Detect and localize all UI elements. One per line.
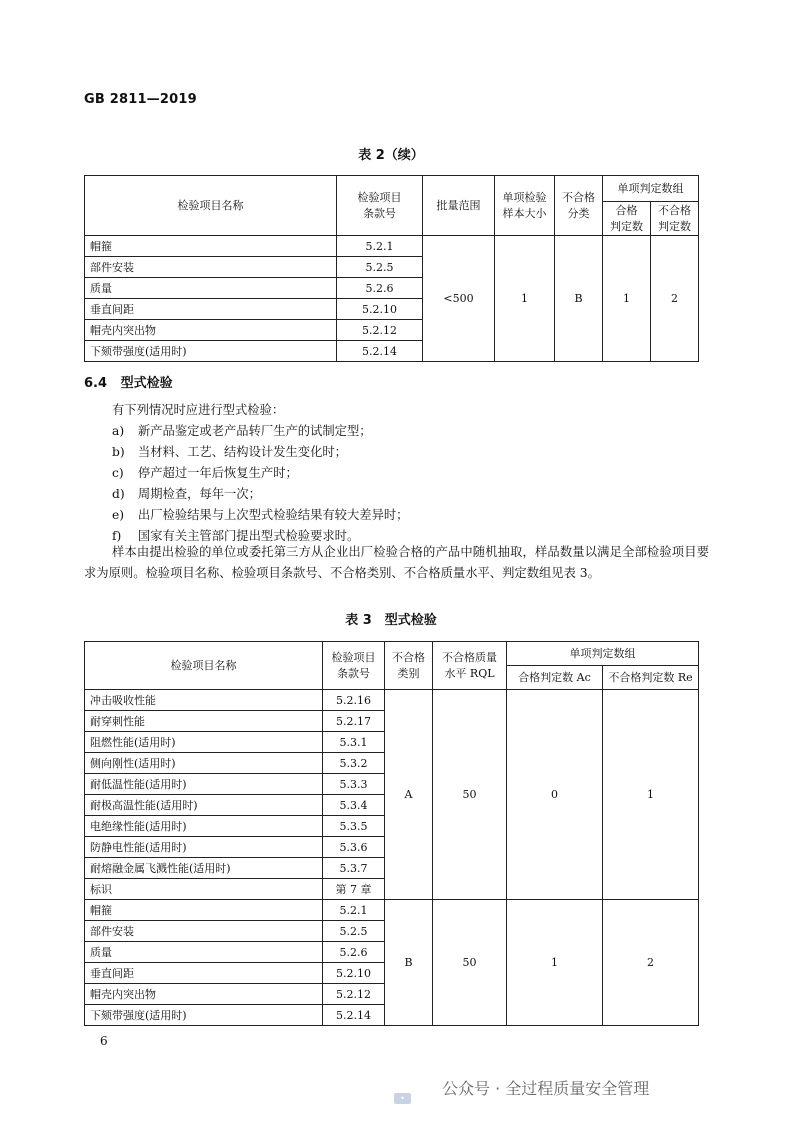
t2-header-batch: 批量范围 (423, 176, 495, 236)
t3-re-b: 2 (603, 900, 699, 1026)
t3-row-name: 帽壳内突出物 (85, 984, 323, 1005)
list-item: d) 周期检查，每年一次； (112, 487, 261, 501)
t2-row-clause: 5.2.14 (337, 341, 423, 362)
t3-row-clause: 5.2.14 (323, 1005, 385, 1026)
section-number: 6.4 (84, 376, 108, 391)
list-item: f) 国家有关主管部门提出型式检验要求时。 (112, 529, 360, 543)
t3-re-a: 1 (603, 690, 699, 900)
t2-sample-value: 1 (495, 236, 555, 362)
table-3 (84, 641, 699, 1026)
table-2 (84, 175, 699, 362)
t3-row-clause: 5.3.6 (323, 837, 385, 858)
t3-row-name: 防静电性能(适用时) (85, 837, 323, 858)
t3-row-clause: 5.2.10 (323, 963, 385, 984)
t3-row-name: 侧向刚性(适用时) (85, 753, 323, 774)
t2-row-name: 质量 (85, 278, 337, 299)
t2-header-group: 单项判定数组 (603, 176, 699, 202)
t3-row-name: 标识 (85, 879, 323, 900)
t3-header-rql: 不合格质量 水平 RQL (433, 642, 507, 690)
conditions-list (112, 421, 712, 547)
list-item: a) 新产品鉴定或老产品转厂生产的试制定型； (112, 424, 372, 438)
t3-header-class: 不合格 类别 (385, 642, 433, 690)
body-paragraph: 样本由提出检验的单位或委托第三方从企业出厂检验合格的产品中随机抽取，样品数量以满足全部检验项目要求为原则。检验项目名称、检验项目条款号、不合格类别、不合格质量水平、判定数组见表 3。 (84, 545, 709, 580)
table-row (85, 236, 699, 257)
t3-row-clause: 5.3.1 (323, 732, 385, 753)
t2-header-nonconf: 不合格 分类 (555, 176, 603, 236)
t3-row-name: 耐穿刺性能 (85, 711, 323, 732)
t3-ac-b: 1 (507, 900, 603, 1026)
t2-row-name: 垂直间距 (85, 299, 337, 320)
t3-class-b: B (385, 900, 433, 1026)
t3-row-clause: 5.2.6 (323, 942, 385, 963)
list-item: b) 当材料、工艺、结构设计发生变化时； (112, 445, 347, 459)
table-row (85, 690, 699, 711)
t2-header-re: 不合格 判定数 (651, 202, 699, 236)
t3-row-clause: 5.2.17 (323, 711, 385, 732)
t3-header-clause: 检验项目 条款号 (323, 642, 385, 690)
section-title: 型式检验 (120, 376, 173, 391)
t2-header-name: 检验项目名称 (85, 176, 337, 236)
t2-row-name: 下颏带强度(适用时) (85, 341, 337, 362)
t3-row-name: 冲击吸收性能 (85, 690, 323, 711)
t2-ac-value: 1 (603, 236, 651, 362)
t3-rql-a: 50 (433, 690, 507, 900)
t3-header-ac: 合格判定数 Ac (507, 666, 603, 690)
t2-row-clause: 5.2.5 (337, 257, 423, 278)
t3-row-clause: 5.3.2 (323, 753, 385, 774)
t3-row-name: 下颏带强度(适用时) (85, 1005, 323, 1026)
t3-rql-b: 50 (433, 900, 507, 1026)
watermark-logo-icon: ✦ (394, 1093, 411, 1104)
t3-row-name: 耐低温性能(适用时) (85, 774, 323, 795)
t3-row-clause: 5.3.5 (323, 816, 385, 837)
t3-row-name: 耐极高温性能(适用时) (85, 795, 323, 816)
t2-header-clause: 检验项目 条款号 (337, 176, 423, 236)
page-number: 6 (100, 1034, 108, 1048)
table-3-caption: 表 3 型式检验 (345, 613, 437, 628)
t2-nonconf-value: B (555, 236, 603, 362)
t3-row-clause: 第 7 章 (323, 879, 385, 900)
table-row (85, 900, 699, 921)
t2-row-clause: 5.2.1 (337, 236, 423, 257)
t2-row-name: 部件安装 (85, 257, 337, 278)
t2-row-clause: 5.2.6 (337, 278, 423, 299)
t3-header-re: 不合格判定数 Re (603, 666, 699, 690)
t3-header-group: 单项判定数组 (507, 642, 699, 666)
section-heading (84, 372, 173, 391)
t3-header-name: 检验项目名称 (85, 642, 323, 690)
t2-row-clause: 5.2.12 (337, 320, 423, 341)
intro-text: 有下列情况时应进行型式检验： (112, 403, 285, 417)
t2-row-name: 帽壳内突出物 (85, 320, 337, 341)
list-item: c) 停产超过一年后恢复生产时； (112, 466, 298, 480)
t3-row-name: 耐熔融金属飞溅性能(适用时) (85, 858, 323, 879)
t3-class-a: A (385, 690, 433, 900)
t3-row-name: 帽箍 (85, 900, 323, 921)
t2-re-value: 2 (651, 236, 699, 362)
t3-row-clause: 5.2.12 (323, 984, 385, 1005)
t3-row-clause: 5.3.4 (323, 795, 385, 816)
t2-row-clause: 5.2.10 (337, 299, 423, 320)
t3-row-name: 阻燃性能(适用时) (85, 732, 323, 753)
t2-row-name: 帽箍 (85, 236, 337, 257)
t3-row-clause: 5.2.1 (323, 900, 385, 921)
standard-code: GB 2811—2019 (84, 92, 197, 107)
t3-row-clause: 5.2.5 (323, 921, 385, 942)
list-item: e) 出厂检验结果与上次型式检验结果有较大差异时； (112, 508, 409, 522)
t3-ac-a: 0 (507, 690, 603, 900)
t2-header-ac: 合格 判定数 (603, 202, 651, 236)
t2-header-sample: 单项检验 样本大小 (495, 176, 555, 236)
t3-row-name: 质量 (85, 942, 323, 963)
watermark-text: 公众号 · 全过程质量安全管理 (442, 1079, 650, 1098)
t3-row-clause: 5.3.7 (323, 858, 385, 879)
t2-batch-value: <500 (423, 236, 495, 362)
t3-row-name: 部件安装 (85, 921, 323, 942)
t3-row-name: 垂直间距 (85, 963, 323, 984)
table-2-caption: 表 2（续） (358, 148, 424, 163)
t3-row-clause: 5.2.16 (323, 690, 385, 711)
t3-row-name: 电绝缘性能(适用时) (85, 816, 323, 837)
t3-row-clause: 5.3.3 (323, 774, 385, 795)
